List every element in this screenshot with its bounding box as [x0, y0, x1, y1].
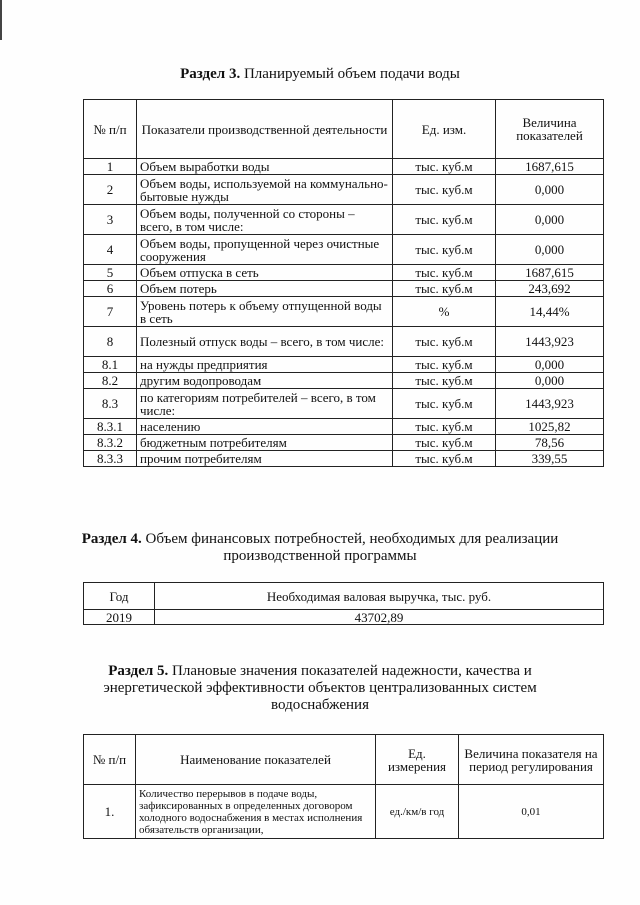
table-row [84, 297, 604, 327]
table-row [84, 205, 604, 235]
row-name: другим водопроводам [137, 373, 393, 389]
section5-header-row [84, 735, 604, 785]
row-num: 8.3 [84, 389, 137, 419]
header-unit: Ед. изм. [393, 100, 496, 159]
row-name: Полезный отпуск воды – всего, в том числе: [137, 327, 393, 357]
row-num: 6 [84, 281, 137, 297]
section4-heading [0, 531, 640, 565]
margin-line [0, 0, 2, 40]
row-name: Количество перерывов в подаче воды, зафиксированных в определенных договором холодного водоснабжения в местах исполнения обязательств организации, [136, 785, 376, 839]
row-num: 4 [84, 235, 137, 265]
row-num: 7 [84, 297, 137, 327]
row-num: 8.3.1 [84, 419, 137, 435]
row-unit: % [393, 297, 496, 327]
row-name: Объем воды, используемой на коммунально-бытовые нужды [137, 175, 393, 205]
header-name: Наименование показателей [136, 735, 376, 785]
table-row [84, 281, 604, 297]
row-name: на нужды предприятия [137, 357, 393, 373]
row-name: Объем потерь [137, 281, 393, 297]
table-row [84, 610, 604, 625]
row-unit: тыс. куб.м [393, 175, 496, 205]
row-value: 1443,923 [496, 389, 604, 419]
row-value: 339,55 [496, 451, 604, 467]
row-unit: тыс. куб.м [393, 205, 496, 235]
row-value: 0,000 [496, 357, 604, 373]
table-row [84, 265, 604, 281]
row-num: 8.3.2 [84, 435, 137, 451]
table-row [84, 373, 604, 389]
row-value: 0,000 [496, 235, 604, 265]
header-year: Год [84, 583, 155, 610]
row-num: 1 [84, 159, 137, 175]
section4-title-line1: Объем финансовых потребностей, необходимых для реализации [145, 531, 559, 547]
row-value: 0,000 [496, 205, 604, 235]
section3-table [83, 99, 604, 467]
row-num: 8 [84, 327, 137, 357]
table-row [84, 175, 604, 205]
row-unit: тыс. куб.м [393, 357, 496, 373]
row-name: Объем выработки воды [137, 159, 393, 175]
row-num: 8.1 [84, 357, 137, 373]
row-value: 1687,615 [496, 265, 604, 281]
section4-title-line2: производственной программы [223, 548, 417, 564]
row-name: Уровень потерь к объему отпущенной воды в сеть [137, 297, 393, 327]
row-unit: тыс. куб.м [393, 159, 496, 175]
row-name: бюджетным потребителям [137, 435, 393, 451]
row-name: Объем отпуска в сеть [137, 265, 393, 281]
table-row [84, 451, 604, 467]
row-unit: тыс. куб.м [393, 373, 496, 389]
row-num: 1. [84, 785, 136, 839]
row-num: 5 [84, 265, 137, 281]
revenue-cell: 43702,89 [155, 610, 604, 625]
row-value: 243,692 [496, 281, 604, 297]
row-name: прочим потребителям [137, 451, 393, 467]
header-revenue: Необходимая валовая выручка, тыс. руб. [155, 583, 604, 610]
row-name: Объем воды, полученной со стороны – всего, в том числе: [137, 205, 393, 235]
row-name: населению [137, 419, 393, 435]
row-unit: тыс. куб.м [393, 235, 496, 265]
header-unit: Ед. измерения [376, 735, 459, 785]
row-value: 0,000 [496, 175, 604, 205]
section4-table [83, 582, 604, 625]
row-unit: тыс. куб.м [393, 419, 496, 435]
header-num: № п/п [84, 735, 136, 785]
table-row [84, 419, 604, 435]
row-unit: ед./км/в год [376, 785, 459, 839]
section4-label: Раздел 4. [81, 531, 142, 547]
section5-title-line1: Плановые значения показателей надежности, качества и [172, 663, 532, 679]
row-value: 0,000 [496, 373, 604, 389]
row-unit: тыс. куб.м [393, 389, 496, 419]
row-num: 8.3.3 [84, 451, 137, 467]
row-unit: тыс. куб.м [393, 265, 496, 281]
row-name: по категориям потребителей – всего, в том числе: [137, 389, 393, 419]
section5-table [83, 734, 604, 839]
section5-label: Раздел 5. [108, 663, 169, 679]
row-value: 0,01 [459, 785, 604, 839]
row-num: 8.2 [84, 373, 137, 389]
header-value: Величина показателя на период регулирования [459, 735, 604, 785]
row-value: 1687,615 [496, 159, 604, 175]
row-value: 14,44% [496, 297, 604, 327]
table-row [84, 357, 604, 373]
row-num: 2 [84, 175, 137, 205]
row-unit: тыс. куб.м [393, 451, 496, 467]
section3-heading [0, 66, 640, 83]
row-num: 3 [84, 205, 137, 235]
section3-title: Планируемый объем подачи воды [243, 66, 460, 82]
section5-heading [0, 663, 640, 714]
table-row [84, 785, 604, 839]
table-row [84, 327, 604, 357]
section5-title-line3: водоснабжения [271, 697, 369, 713]
section5-title-line2: энергетической эффективности объектов централизованных систем [103, 680, 537, 696]
header-num: № п/п [84, 100, 137, 159]
row-unit: тыс. куб.м [393, 435, 496, 451]
table-row [84, 389, 604, 419]
header-value: Величина показателей [496, 100, 604, 159]
row-name: Объем воды, пропущенной через очистные сооружения [137, 235, 393, 265]
row-value: 78,56 [496, 435, 604, 451]
section3-header-row [84, 100, 604, 159]
row-unit: тыс. куб.м [393, 281, 496, 297]
row-unit: тыс. куб.м [393, 327, 496, 357]
table-row [84, 435, 604, 451]
section3-table-body [84, 159, 604, 467]
year-cell: 2019 [84, 610, 155, 625]
section4-header-row [84, 583, 604, 610]
section3-label: Раздел 3. [180, 66, 241, 82]
row-value: 1443,923 [496, 327, 604, 357]
header-indicator: Показатели производственной деятельности [137, 100, 393, 159]
table-row [84, 159, 604, 175]
row-value: 1025,82 [496, 419, 604, 435]
table-row [84, 235, 604, 265]
